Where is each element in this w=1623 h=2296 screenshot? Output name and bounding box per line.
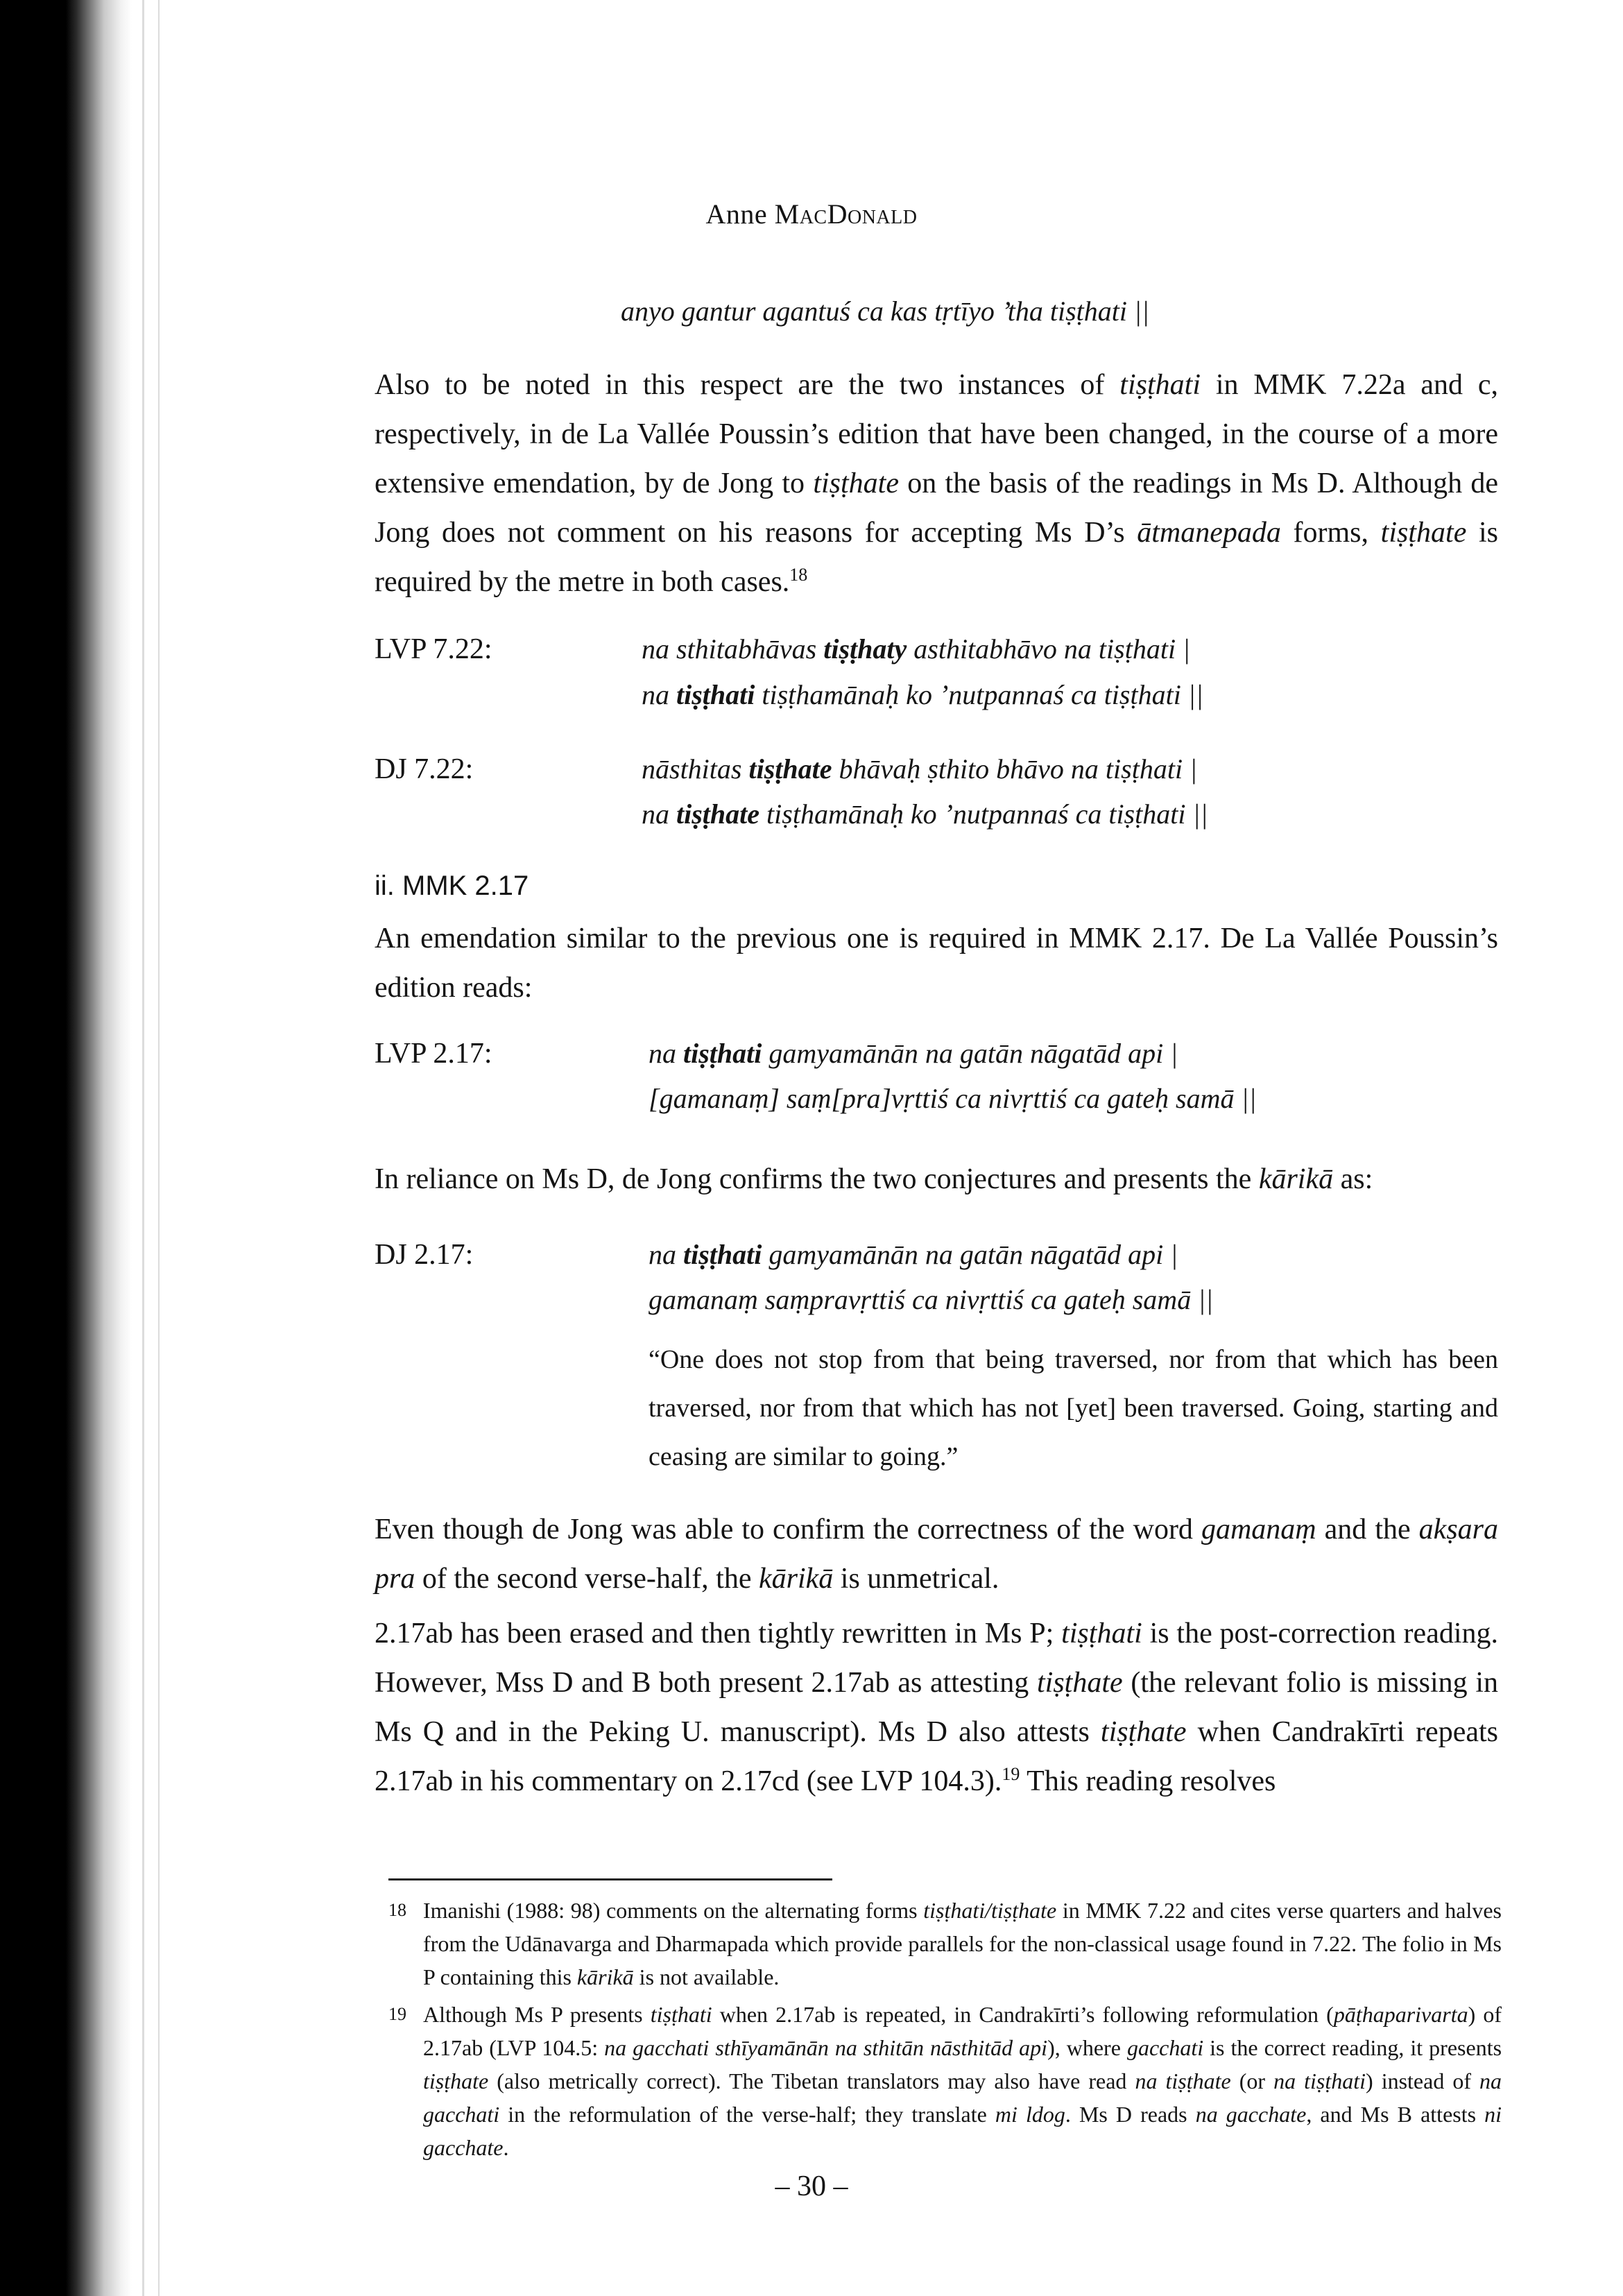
paragraph-1: Also to be noted in this respect are the two instances of tiṣṭhati in MMK 7.22a and c, respectively, in de La Vallée Poussin’s edition that have been changed, in the course of a more extensive emendation, by de Jong to tiṣṭhate on the basis of the readings in Ms D. Although de Jong does not comment on his reasons for accepting Ms D’s ātmanepada forms, tiṣṭhate is required by the metre in both cases.$^{18}$ [375, 369, 1498, 598]
footnote-19: 19 Although Ms P presents tiṣṭhati when 2.17ab is repeated, in Candrakīrti’s following reformulation (pāṭhaparivarta) of 2.17ab (LVP 104.5: na gacchati sthīyamānān na sthitān nāsthitād api), where gacchati is the correct reading, it presents tiṣṭhate (also metrically correct). The Tibetan translators may also have read na tiṣṭhate (or na tiṣṭhati) instead of na gacchati in the reformulation of the verse-half; they translate mi ldog. Ms D reads na gacchate, and Ms B attests ni gacchate. [423, 1998, 1502, 2164]
label-lvp-2-17: LVP 2.17: [375, 1038, 492, 1070]
scan-streak [158, 0, 160, 2296]
lvp-7-22-line-1: na sthitabhāvas tiṣṭhaty asthitabhāvo na tiṣṭhati | [642, 633, 1191, 665]
dj-7-22-line-1: nāsthitas tiṣṭhate bhāvaḥ ṣthito bhāvo na tiṣṭhati | [642, 753, 1198, 785]
dj-2-17-line-1: na tiṣṭhati gamyamānān na gatān nāgatād api | [649, 1239, 1178, 1270]
page-number: – 30 – [775, 2170, 848, 2202]
lvp-7-22-line-2: na tiṣṭhati tiṣṭhamānaḥ ko ’nutpannaś ca tiṣṭhati || [642, 679, 1203, 710]
dj-2-17-line-2: gamanaṃ saṃpravṛttiś ca nivṛttiś ca gateḥ samā || [649, 1284, 1214, 1315]
label-dj-2-17: DJ 2.17: [375, 1239, 474, 1271]
footnote-18: 18 Imanishi (1988: 98) comments on the alternating forms tiṣṭhati/tiṣṭhate in MMK 7.22 and cites verse quarters and halves from the Udānavarga and Dharmapada which provide parallels for the non-classical usage found in 7.22. The folio in Ms P containing this kārikā is not available. [423, 1894, 1502, 1994]
paragraph-3: In reliance on Ms D, de Jong confirms the two conjectures and presents the kārikā as: [375, 1163, 1373, 1195]
scan-streak [142, 0, 144, 2296]
footnote-ref-18: 18 [789, 565, 808, 585]
paragraph-4: Even though de Jong was able to confirm the correctness of the word gamanaṃ and the akṣara pra of the second verse-half, the kārikā is unmetrical. [375, 1514, 1499, 1595]
footnote-ref-19: 19 [1002, 1764, 1020, 1784]
section-heading: ii. MMK 2.17 [375, 871, 529, 901]
footnote-number: 19 [388, 2004, 406, 2024]
paragraph-5: 2.17ab has been erased and then tightly rewritten in Ms P; tiṣṭhati is the post-correction reading. However, Mss D and B both present 2.17ab as attesting tiṣṭhate (the relevant folio is missing in Ms Q and in the Peking U. manuscript). Ms D also attests tiṣṭhate when Candrakīrti repeats 2.17ab in his commentary on 2.17cd (see LVP 104.3).$^{19}$ This reading resolves [375, 1618, 1499, 1797]
translation-quote: “One does not stop from that being traversed, nor from that which has been traversed, nor from that which has not [yet] been traversed. Going, starting and ceasing are similar to going.” [649, 1345, 1498, 1471]
paragraph-2: An emendation similar to the previous one is required in MMK 2.17. De La Vallée Poussin’s edition reads: [375, 923, 1498, 1004]
footnote-divider [388, 1878, 832, 1881]
lvp-2-17-line-2: [gamanaṃ] saṃ[pra]vṛttiś ca nivṛttiś ca gateḥ samā || [649, 1083, 1257, 1114]
lvp-2-17-line-1: na tiṣṭhati gamyamānān na gatān nāgatād api | [649, 1038, 1178, 1069]
scan-binding-edge [0, 0, 132, 2296]
footnote-number: 18 [388, 1900, 406, 1920]
label-dj-7-22: DJ 7.22: [375, 753, 474, 785]
dj-7-22-line-2: na tiṣṭhate tiṣṭhamānaḥ ko ’nutpannaś ca tiṣṭhati || [642, 798, 1208, 830]
running-header: Anne MacDonald [705, 198, 918, 230]
verse-top: anyo gantur agantuś ca kas tṛtīyo ’tha tiṣṭhati || [621, 295, 1149, 327]
label-lvp-7-22: LVP 7.22: [375, 633, 492, 665]
